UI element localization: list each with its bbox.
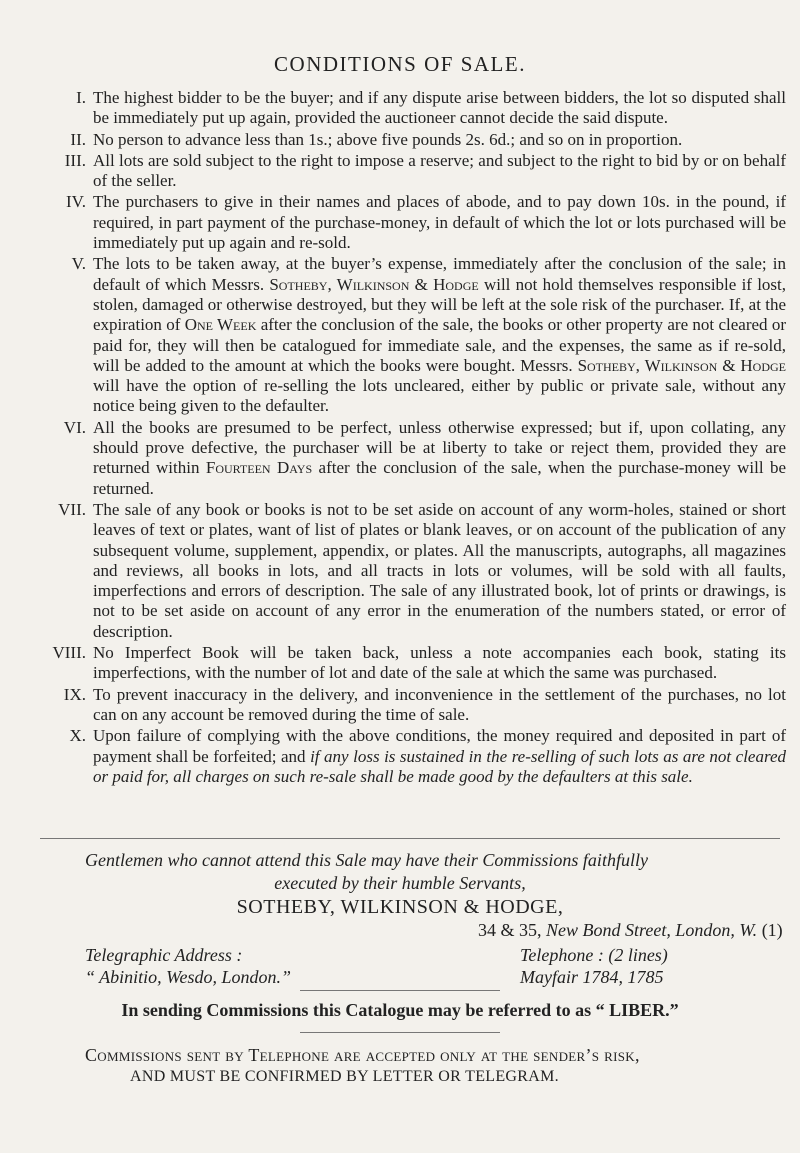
divider xyxy=(300,1032,500,1033)
final-line-1: Commissions sent by Telephone are accepted only at the sender’s risk, xyxy=(85,1045,640,1065)
divider xyxy=(40,838,780,839)
condition-text xyxy=(93,192,786,253)
condition-item xyxy=(34,88,786,129)
condition-text-part: The sale of any book or books is not to be set aside on account of any worm-holes, stained or short leaves of text or plates, want of list of plates or blank leaves, or on account of the publication of any subsequent volume, supplement, appendix, or plates. All the manuscripts, autographs, all magazines and reviews, all books in lots, and all tracts in lots or volumes, will be sold with all faults, imperfections and errors of description. The sale of any illustrated book, lot of prints or drawings, is not to be set aside on account of any error in the enumeration of the numbers stated, or error of description. xyxy=(93,499,786,641)
condition-item xyxy=(34,192,786,253)
condition-item xyxy=(34,726,786,787)
condition-number: VI. xyxy=(63,417,86,437)
telephone-value: Mayfair 1784, 1785 xyxy=(520,967,664,987)
address-street: New Bond Street, London, W. xyxy=(546,920,758,940)
condition-text-part: All lots are sold subject to the right to impose a reserve; and subject to the right to bid by or on behalf of the seller. xyxy=(93,150,786,191)
condition-item xyxy=(34,418,786,499)
condition-number: I. xyxy=(76,88,86,107)
condition-text xyxy=(93,130,786,150)
condition-number: V. xyxy=(71,254,86,274)
address-postal: (1) xyxy=(761,920,783,940)
condition-text-part: One Week xyxy=(184,315,257,335)
telegraphic-address xyxy=(85,944,291,988)
condition-text xyxy=(93,500,786,642)
condition-text xyxy=(93,88,786,129)
final-line-2: AND MUST BE CONFIRMED BY LETTER OR TELEGRAM. xyxy=(130,1068,559,1085)
firm-name: SOTHEBY, WILKINSON & HODGE, xyxy=(236,896,564,918)
firm-address xyxy=(478,920,783,941)
condition-text xyxy=(93,726,786,787)
condition-item xyxy=(34,151,786,192)
condition-number: III. xyxy=(64,150,86,170)
condition-number: VIII. xyxy=(52,643,86,663)
condition-text-part: The highest bidder to be the buyer; and if any dispute arise between bidders, the lot so disputed shall be immediately put up again, provided the auctioneer cannot decide the said dispute. xyxy=(93,88,786,128)
liber-reference: In sending Commissions this Catalogue may be referred to as “ LIBER.” xyxy=(121,1000,679,1020)
telegraphic-value: “ Abinitio, Wesdo, London.” xyxy=(85,967,292,987)
telephone xyxy=(520,944,668,988)
page-title: CONDITIONS OF SALE. xyxy=(274,52,526,76)
condition-text-part: No Imperfect Book will be taken back, unless a note accompanies each book, stating its imperfections, with the number of lot and date of the sale at which the same was purchased. xyxy=(93,643,786,683)
condition-text xyxy=(93,685,786,726)
condition-item xyxy=(34,130,786,150)
condition-text-part: Upon failure of complying with the above conditions, the money required and deposited in part of payment shall be forfeited; and xyxy=(93,726,786,766)
condition-text-part: Sotheby, Wilkinson & Hodge xyxy=(577,355,787,375)
condition-number: II. xyxy=(70,129,86,149)
condition-text xyxy=(93,643,786,684)
condition-text-part: The purchasers to give in their names and places of abode, and to pay down 10s. in the pound, if required, in part payment of the purchase-money, in default of which the lot or lots purchased will be immediately put up again and re-sold. xyxy=(93,192,786,253)
condition-text-part: if any loss is sustained in the re-selling of such lots as are not cleared or paid for, all charges on such re-sale shall be made good by the defaulters at this sale. xyxy=(93,746,787,786)
condition-text-part: No person to advance less than 1s.; above five pounds 2s. 6d.; and so on in proportion. xyxy=(93,129,683,149)
condition-text xyxy=(93,254,786,416)
commissions-notice-cont: executed by their humble Servants, xyxy=(274,873,526,893)
condition-number: X. xyxy=(69,726,86,746)
address-number: 34 & 35, xyxy=(478,920,542,940)
condition-text-part: All the books are presumed to be perfect, unless otherwise expressed; but if, upon collating, any should prove defective, the purchaser will be at liberty to take or reject them, provided they are returned within xyxy=(93,417,786,478)
condition-number: IV. xyxy=(66,192,86,212)
divider xyxy=(300,990,500,991)
condition-number: IX. xyxy=(63,684,86,704)
telegraphic-label: Telegraphic Address : xyxy=(85,945,243,965)
condition-number: VII. xyxy=(58,499,86,519)
condition-item xyxy=(34,643,786,684)
condition-text-part: after the conclusion of the sale, when the purchase-money will be returned. xyxy=(93,458,786,498)
conditions-list xyxy=(34,88,786,788)
condition-text-part: To prevent inaccuracy in the delivery, and inconvenience in the settlement of the purchases, no lot can on any account be removed during the time of sale. xyxy=(93,684,786,724)
condition-text-part: Fourteen Days xyxy=(205,458,313,478)
condition-text-part: will have the option of re-selling the lots uncleared, either by public or private sale, without any notice being given to the defaulter. xyxy=(93,376,786,416)
condition-text-part: after the conclusion of the sale, the books or other property are not cleared or paid for, they will then be catalogued for immediate sale, and the expenses, the same as if re-sold, will be added to the amount at which the books were bought. Messrs. xyxy=(93,315,786,375)
commissions-notice: Gentlemen who cannot attend this Sale may have their Commissions faithfully xyxy=(85,850,648,870)
telephone-commissions-notice xyxy=(85,1045,785,1087)
condition-item xyxy=(34,500,786,642)
condition-item xyxy=(34,254,786,416)
condition-item xyxy=(34,685,786,726)
condition-text-part: will not hold themselves responsible if lost, stolen, damaged or otherwise destroyed, but they will be left at the sole risk of the purchaser. If, at the expiration of xyxy=(93,274,787,335)
condition-text xyxy=(93,418,786,499)
condition-text xyxy=(93,151,786,192)
condition-text-part: The lots to be taken away, at the buyer’s expense, immediately after the conclusion of the sale; in default of which Messrs. xyxy=(93,254,786,294)
telephone-label: Telephone : (2 lines) xyxy=(520,945,668,965)
condition-text-part: Sotheby, Wilkinson & Hodge xyxy=(269,274,479,294)
